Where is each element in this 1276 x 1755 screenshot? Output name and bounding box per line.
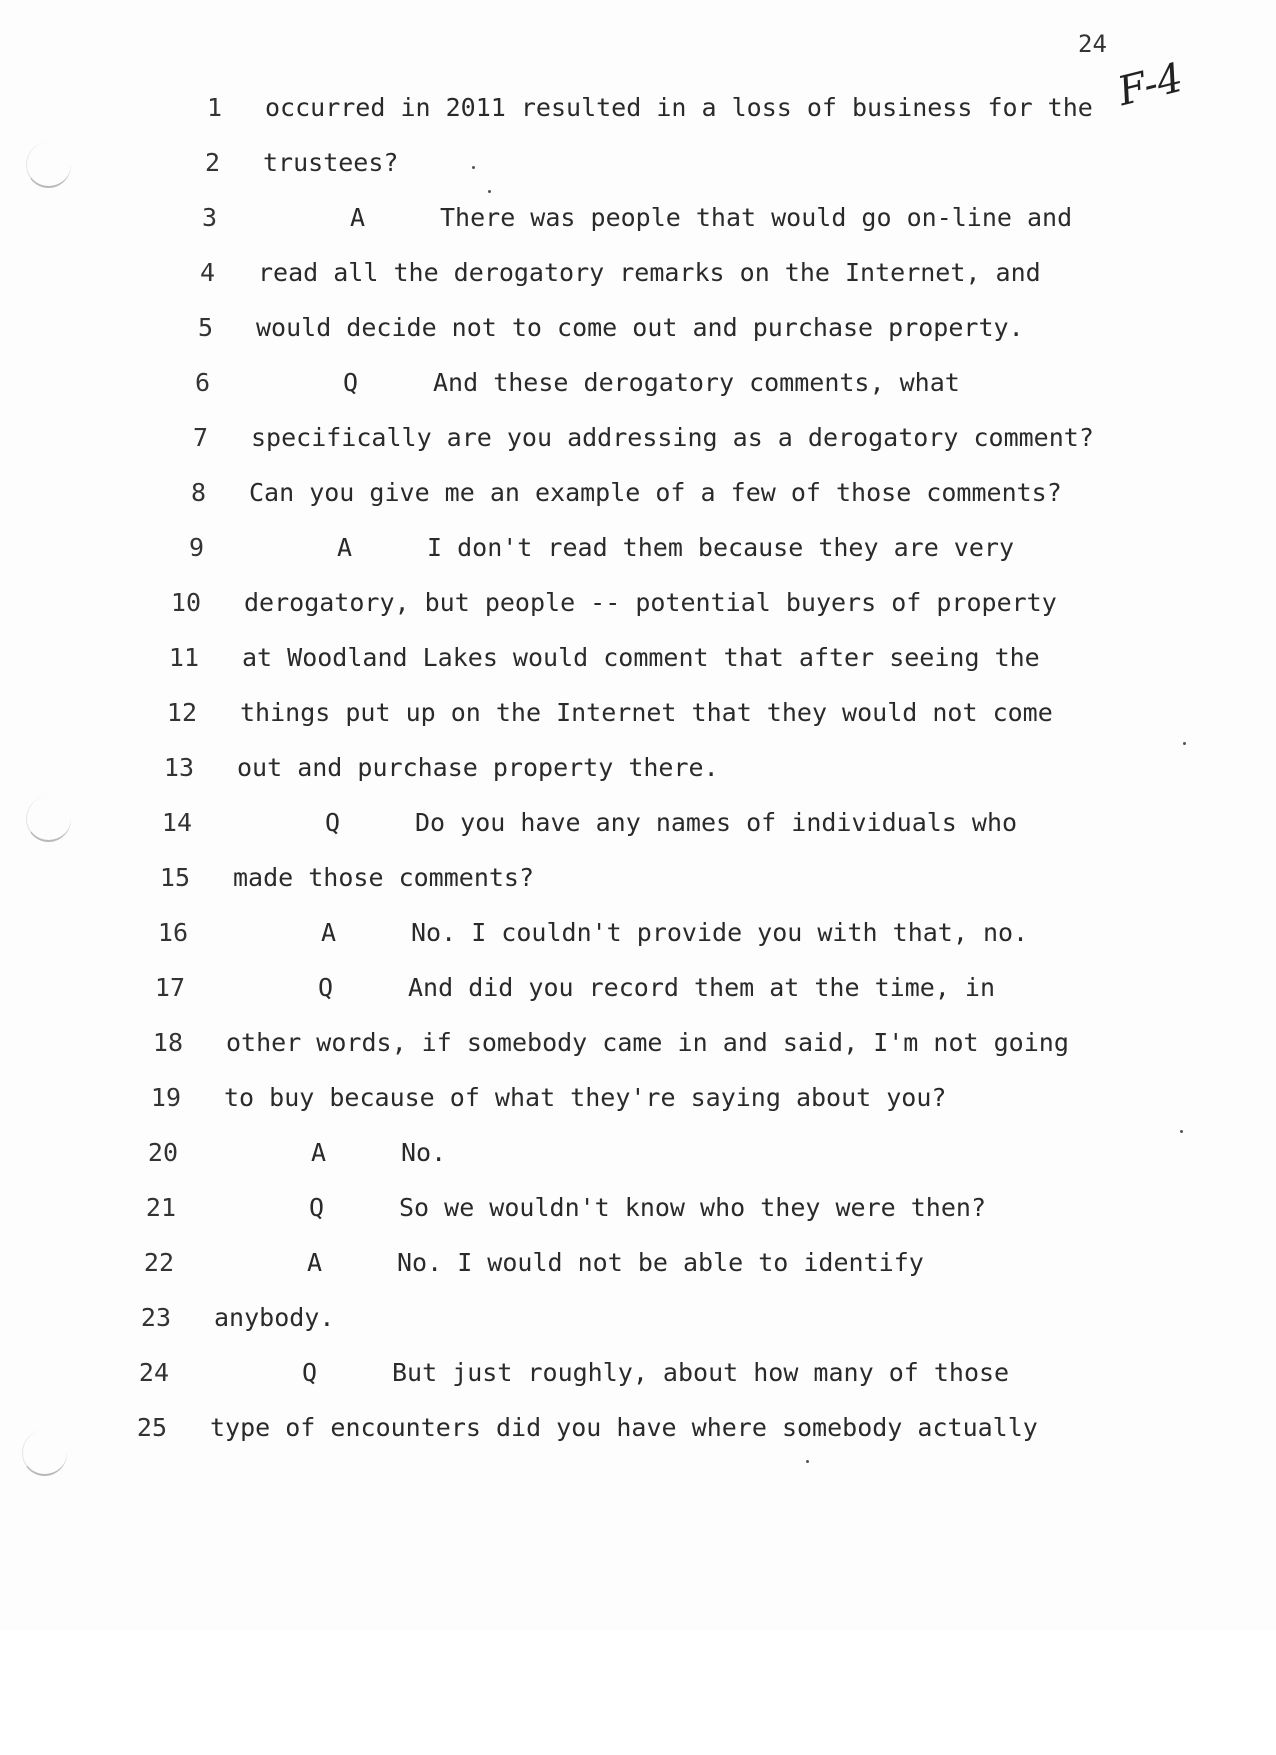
speaker-label: Q: [325, 808, 341, 837]
line-text: trustees?: [263, 148, 399, 177]
line-number: 8: [190, 478, 206, 507]
line-number: 17: [154, 973, 185, 1002]
page-number: 24: [1078, 30, 1107, 58]
line-number: 7: [192, 423, 208, 452]
speaker-label: A: [321, 918, 337, 947]
transcript-line: [0, 803, 1276, 843]
line-text: No. I would not be able to identify: [397, 1248, 924, 1277]
scan-speck: [488, 190, 491, 193]
speaker-label: Q: [318, 973, 334, 1002]
line-text: There was people that would go on-line and: [440, 203, 1073, 232]
line-number: 24: [138, 1358, 169, 1387]
line-number: 16: [157, 918, 188, 947]
line-number: 13: [163, 753, 194, 782]
line-number: 9: [188, 533, 204, 562]
transcript-line: [0, 253, 1276, 293]
transcript-line: [0, 638, 1276, 678]
speaker-label: A: [350, 203, 366, 232]
line-text: out and purchase property there.: [237, 753, 719, 782]
transcript-line: [0, 968, 1276, 1008]
transcript-line: [0, 748, 1276, 788]
transcript-line: [0, 363, 1276, 403]
line-text: things put up on the Internet that they would not come: [240, 698, 1053, 727]
scan-speck: [806, 1460, 809, 1463]
line-number: 21: [145, 1193, 176, 1222]
line-number: 12: [166, 698, 197, 727]
line-text: And did you record them at the time, in: [408, 973, 995, 1002]
transcript-line: [0, 528, 1276, 568]
line-text: type of encounters did you have where somebody actually: [210, 1413, 1038, 1442]
speaker-label: Q: [309, 1193, 325, 1222]
line-number: 2: [204, 148, 220, 177]
line-number: 3: [201, 203, 217, 232]
transcript-line: [0, 1353, 1276, 1393]
line-number: 10: [170, 588, 201, 617]
transcript-line: [0, 1188, 1276, 1228]
scan-margin: [0, 1630, 1276, 1755]
transcript-line: [0, 1023, 1276, 1063]
speaker-label: Q: [343, 368, 359, 397]
line-number: 11: [168, 643, 199, 672]
scan-speck: [1183, 742, 1186, 745]
line-text: derogatory, but people -- potential buyers of property: [244, 588, 1057, 617]
line-text: Can you give me an example of a few of those comments?: [249, 478, 1062, 507]
line-text: Do you have any names of individuals who: [415, 808, 1018, 837]
line-text: So we wouldn't know who they were then?: [399, 1193, 986, 1222]
line-number: 20: [147, 1138, 178, 1167]
line-text: other words, if somebody came in and said, I'm not going: [226, 1028, 1069, 1057]
speaker-label: A: [311, 1138, 327, 1167]
transcript-line: [0, 858, 1276, 898]
speaker-label: Q: [302, 1358, 318, 1387]
exhibit-mark: F-4: [1113, 54, 1188, 116]
line-text: But just roughly, about how many of those: [392, 1358, 1010, 1387]
transcript-line: [0, 1408, 1276, 1448]
scan-speck: [1180, 1130, 1183, 1133]
line-text: No.: [401, 1138, 447, 1167]
line-text: anybody.: [214, 1303, 335, 1332]
transcript-line: [0, 308, 1276, 348]
line-text: specifically are you addressing as a derogatory comment?: [251, 423, 1094, 452]
transcript-line: [0, 88, 1276, 128]
speaker-label: A: [307, 1248, 323, 1277]
line-text: to buy because of what they're saying about you?: [224, 1083, 947, 1112]
line-number: 18: [152, 1028, 183, 1057]
transcript-line: [0, 1243, 1276, 1283]
transcript-line: [0, 1133, 1276, 1173]
transcript-line: [0, 143, 1276, 183]
line-text: No. I couldn't provide you with that, no.: [411, 918, 1029, 947]
transcript-line: [0, 913, 1276, 953]
speaker-label: A: [337, 533, 353, 562]
line-number: 25: [136, 1413, 167, 1442]
line-text: made those comments?: [233, 863, 535, 892]
scan-speck: [472, 166, 475, 169]
line-number: 6: [194, 368, 210, 397]
line-number: 1: [206, 93, 222, 122]
line-number: 19: [150, 1083, 181, 1112]
line-text: I don't read them because they are very: [427, 533, 1014, 562]
line-number: 5: [197, 313, 213, 342]
line-number: 4: [199, 258, 215, 287]
transcript-line: [0, 418, 1276, 458]
transcript-line: [0, 198, 1276, 238]
line-number: 22: [143, 1248, 174, 1277]
transcript-line: [0, 693, 1276, 733]
transcript-line: [0, 1078, 1276, 1118]
line-text: would decide not to come out and purchase property.: [256, 313, 1024, 342]
line-text: And these derogatory comments, what: [433, 368, 960, 397]
line-number: 14: [161, 808, 192, 837]
line-text: read all the derogatory remarks on the Internet, and: [258, 258, 1041, 287]
line-text: occurred in 2011 resulted in a loss of business for the: [265, 93, 1093, 122]
transcript-line: [0, 583, 1276, 623]
line-number: 15: [159, 863, 190, 892]
transcript-line: [0, 473, 1276, 513]
transcript-line: [0, 1298, 1276, 1338]
line-text: at Woodland Lakes would comment that after seeing the: [242, 643, 1040, 672]
line-number: 23: [140, 1303, 171, 1332]
